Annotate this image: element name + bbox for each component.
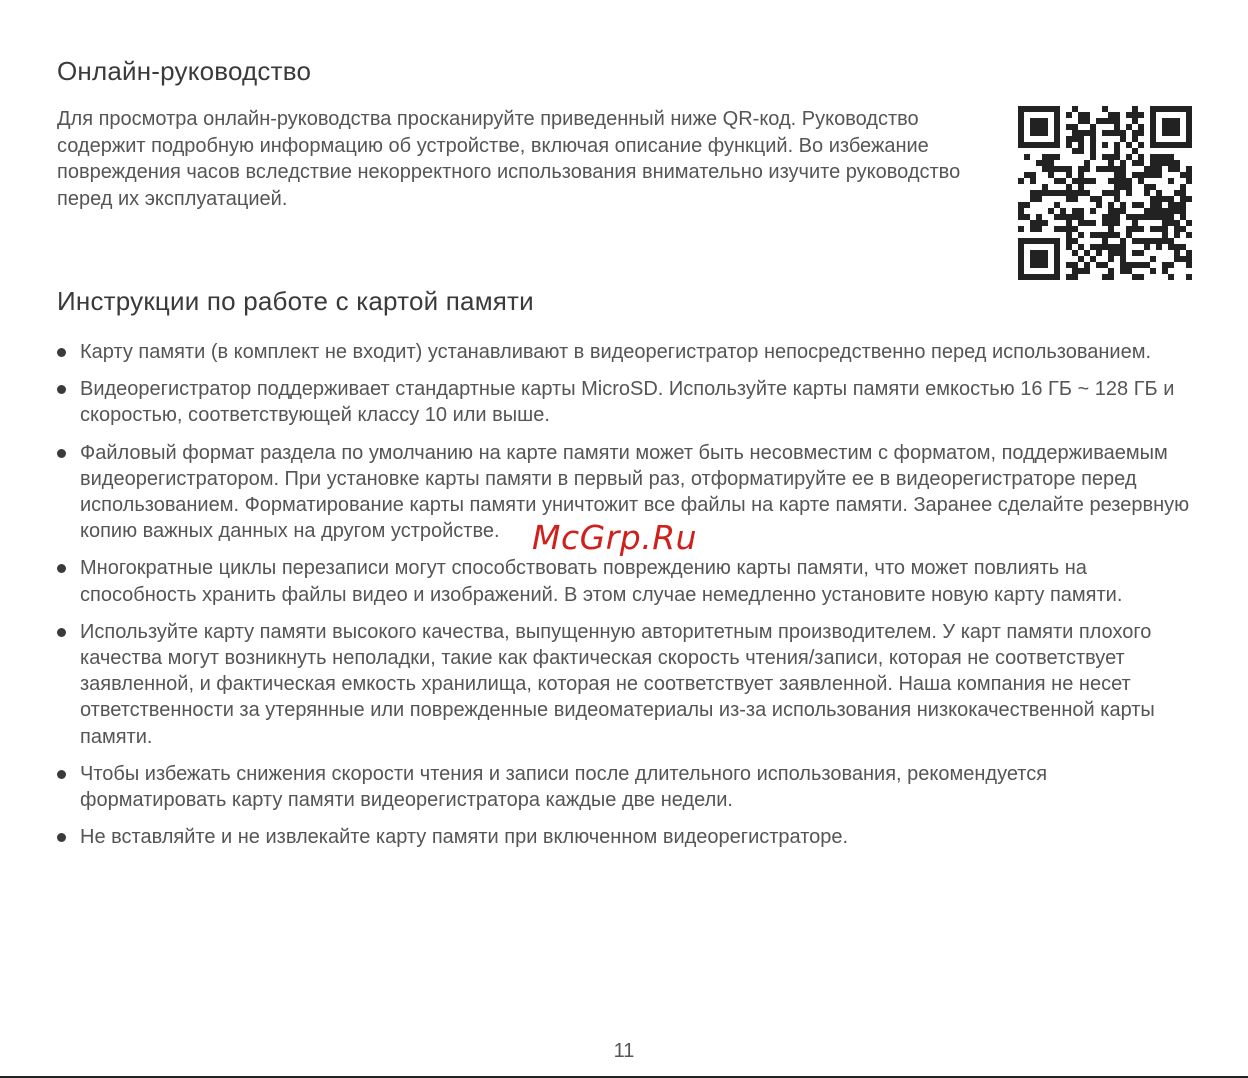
qr-code-icon[interactable] (1018, 106, 1192, 280)
list-item-text: Многократные циклы перезаписи могут способствовать повреждению карты памяти, что может повлиять на способность хранить файлы видео и изображений. В этом случае немедленно установите новую карту памяти. (80, 557, 1123, 606)
bullet-icon (57, 770, 66, 779)
list-item (57, 376, 1197, 428)
list-item (57, 761, 1197, 813)
list-item-text: Не вставляйте и не извлекайте карту памяти при включенном видеорегистраторе. (80, 826, 849, 849)
list-item-text: Видеорегистратор поддерживает стандартные карты MicroSD. Используйте карты памяти емкостью 16 ГБ ~ 128 ГБ и скоростью, соответствующей классу 10 или выше. (80, 378, 1175, 427)
bullet-icon (57, 348, 66, 357)
memory-card-rules-list (57, 339, 1197, 861)
bullet-icon (57, 564, 66, 573)
memory-card-title: Инструкции по работе с картой памяти (57, 286, 534, 316)
list-item (57, 619, 1197, 750)
list-item (57, 339, 1197, 365)
bullet-icon (57, 628, 66, 637)
page-number: 11 (613, 1040, 635, 1062)
list-item-text: Карту памяти (в комплект не входит) устанавливают в видеорегистратор непосредственно перед использованием. (80, 341, 1152, 363)
bullet-icon (57, 449, 66, 458)
list-item-text: Файловый формат раздела по умолчанию на карте памяти может быть несовместим с форматом, поддерживаемым видеорегистратором. При установке карты памяти в первый раз, отформатируйте ее в видеорегистраторе перед использованием. Форматирование карты памяти уничтожит все файлы на карте памяти. Заранее сделайте резервную копию важных данных на другом устройстве. (80, 441, 1190, 543)
list-item (57, 824, 1197, 850)
list-item-text: Чтобы избежать снижения скорости чтения и записи после длительного использования, рекомендуется форматировать карту памяти видеорегистратора каждые две недели. (80, 762, 1048, 812)
bullet-icon (57, 833, 66, 842)
bullet-icon (57, 385, 66, 394)
list-item (57, 555, 1197, 607)
online-guide-text: Для просмотра онлайн-руководства просканируйте приведенный ниже QR-код. Руководство содержит подробную информацию об устройстве, включая описание функций. Во избежание повреждения часов вследствие некорректного использования внимательно изучите руководство перед их эксплуатацией. (57, 108, 961, 210)
online-guide-title: Онлайн-руководство (57, 56, 312, 86)
list-item-text: Используйте карту памяти высокого качества, выпущенную авторитетным производителем. У карт памяти плохого качества могут возникнуть неполадки, такие как фактическая скорость чтения/записи, которая не соответствует заявленной, и фактическая емкость хранилища, которая не соответствует заявленной. Наша компания не несет ответственности за утерянные или поврежденные видеоматериалы из-за использования низкокачественной карты памяти. (80, 620, 1155, 748)
watermark: McGrp.Ru (532, 518, 698, 557)
